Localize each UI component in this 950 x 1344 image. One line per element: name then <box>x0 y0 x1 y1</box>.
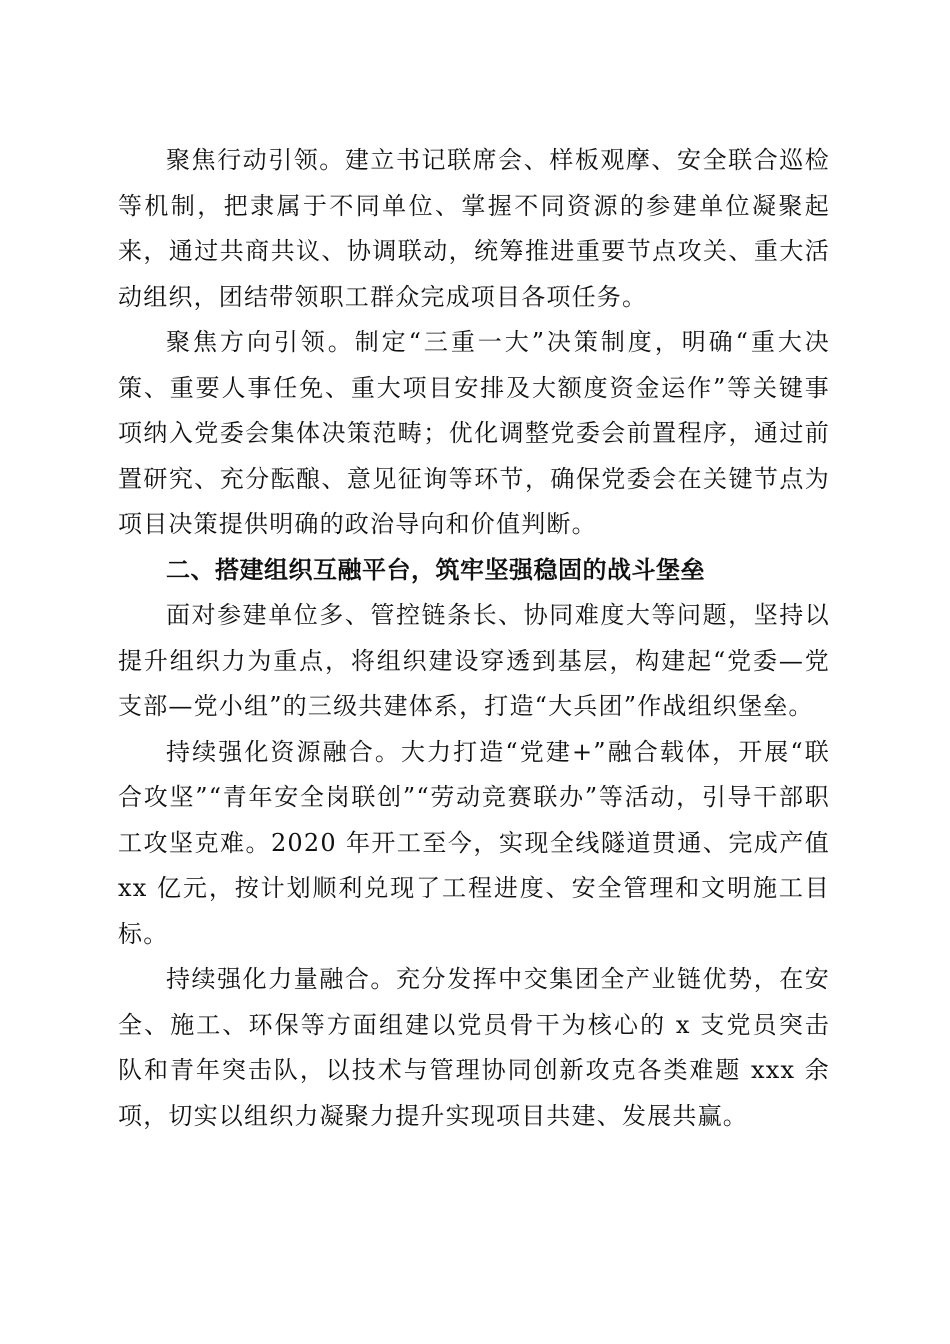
paragraph-direction-leadership: 聚焦方向引领。制定“三重一大”决策制度，明确“重大决策、重要人事任免、重大项目安排及大额度资金运作”等关键事项纳入党委会集体决策范畴；优化调整党委会前置程序，通过前置研究、充分酝酿、意见征询等环节，确保党委会在关键节点为项目决策提供明确的政治导向和价值判断。 <box>118 328 830 538</box>
paragraph-resource-integration: 持续强化资源融合。大力打造“党建+”融合载体，开展“联合攻坚”“青年安全岗联创”“劳动竞赛联办”等活动，引导干部职工攻坚克难。2020 年开工至今，实现全线隧道贯通、完成产值 xx 亿元，按计划顺利兑现了工程进度、安全管理和文明施工目标。 <box>118 737 830 948</box>
paragraph-force-integration: 持续强化力量融合。充分发挥中交集团全产业链优势，在安全、施工、环保等方面组建以党员骨干为核心的 x 支党员突击队和青年突击队，以技术与管理协同创新攻克各类难题 xxx 余项，切实以组织力凝聚力提升实现项目共建、发展共赢。 <box>118 965 830 1130</box>
document-body <box>118 138 830 1139</box>
paragraph-action-leadership: 聚焦行动引领。建立书记联席会、样板观摩、安全联合巡检等机制，把隶属于不同单位、掌握不同资源的参建单位凝聚起来，通过共商共议、协调联动，统筹推进重要节点攻关、重大活动组织，团结带领职工群众完成项目各项任务。 <box>118 146 830 311</box>
section-heading: 二、搭建组织互融平台，筑牢坚强稳固的战斗堡垒 <box>166 555 705 584</box>
paragraph-section-intro: 面对参建单位多、管控链条长、协同难度大等问题，坚持以提升组织力为重点，将组织建设穿透到基层，构建起“党委—党支部—党小组”的三级共建体系，打造“大兵团”作战组织堡垒。 <box>118 601 830 720</box>
